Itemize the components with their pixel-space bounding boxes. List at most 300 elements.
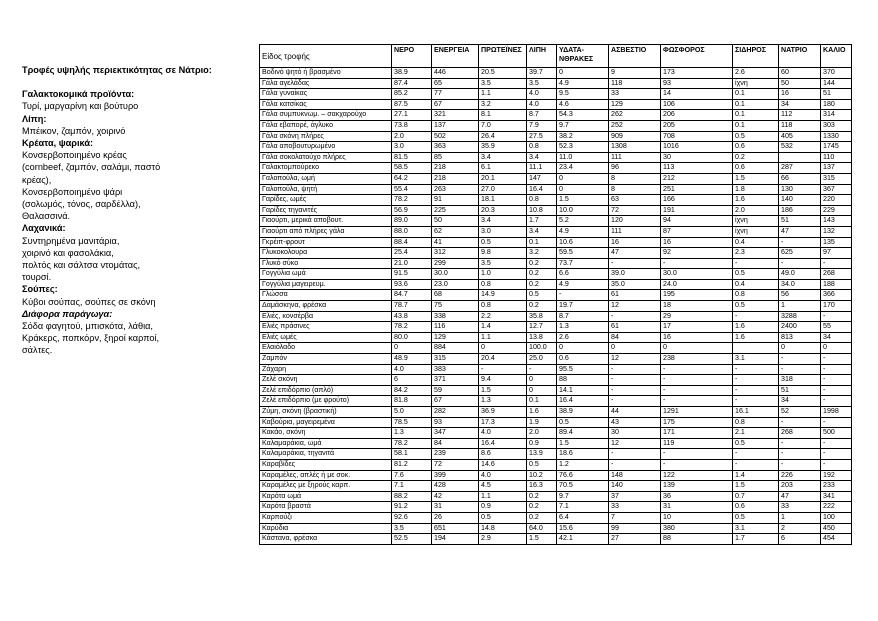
nutrient-cell: 56 — [779, 290, 821, 301]
table-row — [260, 290, 852, 301]
nutrient-cell: 8 — [609, 173, 661, 184]
nutrient-cell: 7.1 — [392, 481, 432, 492]
header-energy: ΕΝΕΡΓΕΙΑ — [432, 45, 479, 68]
nutrient-cell: 81.2 — [392, 459, 432, 470]
nutrient-cell: 371 — [432, 375, 479, 386]
food-name-cell: Ελιές πράσινες — [260, 322, 392, 333]
nutrient-cell: 9.7 — [557, 491, 609, 502]
nutrient-cell: 171 — [661, 428, 733, 439]
table-row — [260, 184, 852, 195]
nutrient-cell: 78.5 — [392, 417, 432, 428]
nutrient-cell: 0.9 — [527, 438, 557, 449]
nutrient-cell: 84.2 — [392, 385, 432, 396]
nutrient-cell: - — [733, 385, 779, 396]
nutrient-cell: 0.1 — [733, 120, 779, 131]
nutrient-cell: 4.9 — [557, 78, 609, 89]
food-name-cell: Ζελέ επιδόρπιο (με φρούτο) — [260, 396, 392, 407]
nutrient-cell: 75 — [432, 301, 479, 312]
nutrient-cell: 34 — [779, 396, 821, 407]
food-name-cell: Γάλα γυναίκας — [260, 89, 392, 100]
nutrient-cell: 8 — [609, 184, 661, 195]
table-row — [260, 248, 852, 259]
food-name-cell: Δαμάσκηνα, φρέσκα — [260, 301, 392, 312]
header-calcium: ΑΣΒΕΣΤΙΟ — [609, 45, 661, 68]
section-line: (cornbeef, ζαμπόν, σαλάμι, παστό — [22, 162, 161, 173]
nutrient-cell: - — [527, 364, 557, 375]
nutrient-cell: - — [821, 311, 852, 322]
nutrient-cell: - — [779, 354, 821, 365]
food-name-cell: Γάλα αγελάδας — [260, 78, 392, 89]
nutrient-cell: 36.9 — [479, 407, 527, 418]
nutrient-cell: 43 — [609, 417, 661, 428]
nutrient-cell: 0 — [392, 343, 432, 354]
nutrient-cell: 81.5 — [392, 152, 432, 163]
nutrient-cell: 63 — [609, 195, 661, 206]
nutrient-cell: 78.7 — [392, 301, 432, 312]
nutrient-cell: 3.2 — [527, 248, 557, 259]
nutrient-cell: 1.2 — [557, 459, 609, 470]
nutrient-cell: 24.0 — [661, 279, 733, 290]
food-name-cell: Γογγύλια ωμά — [260, 269, 392, 280]
nutrient-cell: 1291 — [661, 407, 733, 418]
table-row — [260, 258, 852, 269]
table-row — [260, 311, 852, 322]
nutrient-cell: 212 — [661, 173, 733, 184]
nutrient-cell — [779, 152, 821, 163]
nutrient-cell: 9.4 — [479, 375, 527, 386]
nutrient-cell: 195 — [661, 290, 733, 301]
nutrient-cell: 0.5 — [733, 512, 779, 523]
nutrient-cell: 99 — [609, 523, 661, 534]
nutrient-cell: 220 — [821, 195, 852, 206]
food-name-cell: Καβούρια, μαγειρεμένα — [260, 417, 392, 428]
food-name-cell: Γαρίδες, ωμές — [260, 195, 392, 206]
nutrient-cell: 0.6 — [733, 163, 779, 174]
nutrient-cell: 14.9 — [479, 290, 527, 301]
nutrient-cell: 405 — [779, 131, 821, 142]
nutrient-cell: 129 — [432, 332, 479, 343]
nutrient-cell: 12 — [609, 301, 661, 312]
table-row — [260, 163, 852, 174]
nutrient-cell: 9 — [609, 68, 661, 79]
nutrient-cell: 58.5 — [392, 163, 432, 174]
table-row — [260, 195, 852, 206]
table-row — [260, 449, 852, 460]
nutrient-cell: 318 — [779, 375, 821, 386]
nutrient-cell: 96 — [609, 163, 661, 174]
header-water: ΝΕΡΟ — [392, 45, 432, 68]
food-name-cell: Καραμέλες, απλές ή με σοκ. — [260, 470, 392, 481]
nutrient-cell: 399 — [432, 470, 479, 481]
nutrient-cell: 38.9 — [557, 407, 609, 418]
nutrient-cell: - — [661, 396, 733, 407]
table-row — [260, 226, 852, 237]
nutrient-cell: 3.4 — [527, 152, 557, 163]
table-row — [260, 110, 852, 121]
nutrient-cell: - — [779, 417, 821, 428]
nutrient-cell: 625 — [779, 248, 821, 259]
nutrient-cell: - — [661, 364, 733, 375]
nutrient-cell: - — [733, 459, 779, 470]
sidebar-title: Τροφές υψηλής περιεκτικότητας σε Νάτριο: — [22, 65, 212, 75]
nutrient-cell: 6 — [392, 375, 432, 386]
nutrient-cell: 0.5 — [557, 417, 609, 428]
nutrient-cell: 30.0 — [661, 269, 733, 280]
nutrient-cell: 0.5 — [733, 301, 779, 312]
nutrient-cell: 239 — [432, 449, 479, 460]
table-row — [260, 534, 852, 545]
nutrient-cell: 148 — [609, 470, 661, 481]
nutrient-cell: ίχνη — [733, 216, 779, 227]
nutrient-cell: 73.8 — [392, 120, 432, 131]
nutrient-cell: 884 — [432, 343, 479, 354]
food-name-cell: Γκρέιπ-φρουτ — [260, 237, 392, 248]
nutrient-cell: 203 — [779, 481, 821, 492]
nutrient-cell: 65 — [432, 78, 479, 89]
nutrient-cell: 31 — [432, 502, 479, 513]
section-line: Κράκερς, ποπκόρν, ξηροί καρποί, — [22, 333, 160, 344]
nutrient-cell: 0.6 — [733, 142, 779, 153]
nutrient-cell: 18.6 — [557, 449, 609, 460]
nutrient-cell: 813 — [779, 332, 821, 343]
nutrient-cell: 87.4 — [392, 78, 432, 89]
nutrient-cell: 4.0 — [479, 470, 527, 481]
nutrient-cell: 347 — [432, 428, 479, 439]
table-row — [260, 396, 852, 407]
nutrient-cell: 0.5 — [527, 290, 557, 301]
nutrient-cell: 2.2 — [479, 311, 527, 322]
nutrient-cell: - — [821, 258, 852, 269]
nutrient-cell: - — [779, 438, 821, 449]
nutrient-cell: 31 — [661, 502, 733, 513]
nutrient-cell: 1.7 — [733, 534, 779, 545]
table-row — [260, 354, 852, 365]
nutrient-cell: 59 — [432, 385, 479, 396]
nutrient-cell: 42.1 — [557, 534, 609, 545]
nutrient-cell: ίχνη — [733, 226, 779, 237]
nutrient-cell: 2.9 — [479, 534, 527, 545]
nutrient-cell: 14.1 — [557, 385, 609, 396]
nutrient-cell: 1 — [779, 512, 821, 523]
nutrient-cell: 21.0 — [392, 258, 432, 269]
nutrient-cell: 532 — [779, 142, 821, 153]
nutrient-cell: 5.0 — [392, 407, 432, 418]
nutrient-cell: 3.4 — [527, 226, 557, 237]
nutrient-cell: 370 — [821, 68, 852, 79]
nutrient-cell: 111 — [609, 152, 661, 163]
nutrient-cell: 55.4 — [392, 184, 432, 195]
nutrient-cell: 12.7 — [527, 322, 557, 333]
nutrient-cell: 88 — [661, 534, 733, 545]
nutrient-cell: 84 — [432, 438, 479, 449]
nutrient-cell: - — [661, 459, 733, 470]
nutrient-cell: 38.9 — [392, 68, 432, 79]
nutrient-cell: 54.3 — [557, 110, 609, 121]
nutrient-cell: 16 — [661, 332, 733, 343]
nutrient-cell: 0.5 — [527, 459, 557, 470]
nutrient-cell: 0.2 — [527, 512, 557, 523]
nutrient-cell: 73.7 — [557, 258, 609, 269]
header-carbohydrates: ΥΔΑΤΑ-ΝΘΡΑΚΕΣ — [557, 45, 609, 68]
nutrient-cell: 8.6 — [479, 449, 527, 460]
nutrient-cell: 118 — [779, 120, 821, 131]
nutrient-cell: 175 — [661, 417, 733, 428]
nutrient-cell: 10.6 — [557, 237, 609, 248]
nutrient-cell: 367 — [821, 184, 852, 195]
nutrient-cell: ίχνη — [733, 78, 779, 89]
nutrient-cell: 100 — [821, 512, 852, 523]
nutrient-cell: 52 — [779, 407, 821, 418]
nutrient-cell: 8.7 — [557, 311, 609, 322]
nutrient-cell: - — [779, 237, 821, 248]
nutrient-cell: 0.2 — [527, 491, 557, 502]
nutrient-cell: 94 — [661, 216, 733, 227]
nutrition-table-container — [259, 44, 851, 545]
nutrient-cell: 12 — [609, 438, 661, 449]
nutrient-cell: 218 — [432, 163, 479, 174]
nutrient-cell: 18.1 — [479, 195, 527, 206]
nutrient-cell: 1.9 — [527, 417, 557, 428]
nutrient-cell: 7.6 — [392, 470, 432, 481]
section-line: Μπέικον, ζαμπόν, χοιρινό — [22, 125, 126, 136]
nutrient-cell: 363 — [432, 142, 479, 153]
nutrient-cell: 3.4 — [479, 216, 527, 227]
nutrient-cell: 4.0 — [527, 89, 557, 100]
food-name-cell: Γάλα σοκολατούχο πλήρες — [260, 152, 392, 163]
nutrient-cell: 1.4 — [479, 322, 527, 333]
nutrient-cell: 6.4 — [557, 512, 609, 523]
nutrient-cell: 2.0 — [527, 428, 557, 439]
nutrient-cell: 34 — [821, 332, 852, 343]
section-heading: Γαλακτοκομικά προϊόντα: — [22, 89, 135, 100]
nutrient-cell: - — [733, 311, 779, 322]
header-row — [260, 45, 852, 68]
nutrient-cell: 0.5 — [733, 438, 779, 449]
nutrient-cell: 1.0 — [479, 269, 527, 280]
food-name-cell: Γαλοπούλα, ωμή — [260, 173, 392, 184]
nutrient-cell: 15.6 — [557, 523, 609, 534]
section-heading: Διάφορα παράγωγα: — [22, 308, 113, 319]
table-row — [260, 470, 852, 481]
food-name-cell: Κάστανα, φρέσκα — [260, 534, 392, 545]
nutrient-cell: 13.8 — [527, 332, 557, 343]
section-line: Κονσερβοποιημένο κρέας — [22, 150, 127, 161]
nutrient-cell: 170 — [821, 301, 852, 312]
nutrient-cell: 0 — [527, 375, 557, 386]
food-name-cell: Γάλα κατσίκας — [260, 99, 392, 110]
nutrient-cell: 312 — [432, 248, 479, 259]
nutrient-cell: 89.4 — [557, 428, 609, 439]
nutrient-cell: 61 — [609, 322, 661, 333]
header-food: Είδος τροφής — [260, 45, 392, 68]
nutrient-cell: 93 — [661, 78, 733, 89]
nutrient-cell: 43.8 — [392, 311, 432, 322]
nutrient-cell: 10.8 — [527, 205, 557, 216]
table-row — [260, 301, 852, 312]
section-line: Κονσερβοποιημένο ψάρι — [22, 186, 123, 197]
nutrient-cell: 1.5 — [557, 438, 609, 449]
table-row — [260, 428, 852, 439]
nutrient-cell: 129 — [609, 99, 661, 110]
nutrient-cell: 67 — [432, 396, 479, 407]
nutrient-cell: 20.3 — [479, 205, 527, 216]
nutrient-cell: 3.1 — [733, 354, 779, 365]
nutrient-cell: 380 — [661, 523, 733, 534]
nutrient-cell: 186 — [779, 205, 821, 216]
nutrient-cell: - — [661, 385, 733, 396]
food-name-cell: Καρότα βραστά — [260, 502, 392, 513]
nutrient-cell: 0.8 — [479, 279, 527, 290]
nutrient-cell: - — [821, 375, 852, 386]
nutrient-cell: 651 — [432, 523, 479, 534]
food-name-cell: Ζύμη, σκόνη (βραστική) — [260, 407, 392, 418]
nutrient-cell: 1016 — [661, 142, 733, 153]
table-row — [260, 78, 852, 89]
nutrient-cell: 30 — [661, 152, 733, 163]
nutrient-cell: 262 — [609, 110, 661, 121]
nutrient-cell: 18 — [661, 301, 733, 312]
nutrition-table — [259, 44, 852, 545]
nutrient-cell: 338 — [432, 311, 479, 322]
nutrient-cell: 85 — [432, 152, 479, 163]
nutrient-cell: 180 — [821, 99, 852, 110]
nutrient-cell: 321 — [432, 110, 479, 121]
nutrient-cell: 16 — [609, 237, 661, 248]
nutrient-cell: - — [733, 396, 779, 407]
table-row — [260, 364, 852, 375]
nutrient-cell: 0 — [779, 343, 821, 354]
nutrient-cell: - — [779, 258, 821, 269]
nutrient-cell: 1.5 — [479, 385, 527, 396]
nutrient-cell: 33 — [609, 89, 661, 100]
nutrient-cell: 88 — [557, 375, 609, 386]
nutrient-cell: 100.0 — [527, 343, 557, 354]
nutrient-cell: 1.5 — [733, 173, 779, 184]
nutrient-cell: 84 — [609, 332, 661, 343]
food-name-cell: Γάλα συμπυκνωμ. – σακχαρούχο — [260, 110, 392, 121]
nutrient-cell: 233 — [821, 481, 852, 492]
nutrient-cell: 72 — [432, 459, 479, 470]
nutrient-cell: 112 — [779, 110, 821, 121]
nutrient-cell: 17 — [661, 322, 733, 333]
nutrient-cell: 1.1 — [479, 332, 527, 343]
nutrient-cell: - — [661, 258, 733, 269]
nutrient-cell: 1.3 — [557, 322, 609, 333]
nutrient-cell: - — [609, 364, 661, 375]
nutrient-cell: 110 — [821, 152, 852, 163]
nutrient-cell: 9.7 — [557, 120, 609, 131]
nutrient-cell: 2.3 — [733, 248, 779, 259]
nutrient-cell: 140 — [779, 195, 821, 206]
nutrient-cell: 27.0 — [479, 184, 527, 195]
nutrient-cell: 0.8 — [479, 301, 527, 312]
food-name-cell: Γλυκοκολουρα — [260, 248, 392, 259]
nutrient-cell: 91.2 — [392, 502, 432, 513]
nutrient-cell: 67 — [432, 99, 479, 110]
nutrient-cell: - — [821, 449, 852, 460]
nutrient-cell: - — [733, 258, 779, 269]
food-name-cell: Ελαιόλαδο — [260, 343, 392, 354]
nutrient-cell: 52.5 — [392, 534, 432, 545]
table-row — [260, 237, 852, 248]
nutrient-cell: 23.4 — [557, 163, 609, 174]
nutrient-cell: 11.1 — [527, 163, 557, 174]
food-name-cell: Γλώσσα — [260, 290, 392, 301]
nutrient-cell: 60 — [779, 68, 821, 79]
nutrient-cell: - — [609, 311, 661, 322]
sidebar-sections — [22, 88, 244, 356]
nutrient-cell: 229 — [821, 205, 852, 216]
table-row — [260, 502, 852, 513]
nutrient-cell: 2.0 — [733, 205, 779, 216]
nutrient-cell: 39.0 — [609, 269, 661, 280]
nutrient-cell: 1.6 — [527, 407, 557, 418]
nutrient-cell: 0 — [821, 343, 852, 354]
table-row — [260, 438, 852, 449]
nutrient-cell: 1.5 — [557, 195, 609, 206]
nutrient-cell: 0.4 — [733, 237, 779, 248]
nutrient-cell: 88.2 — [392, 491, 432, 502]
nutrient-cell: 78.2 — [392, 322, 432, 333]
nutrient-cell: 87.5 — [392, 99, 432, 110]
nutrient-cell: 70.5 — [557, 481, 609, 492]
nutrient-cell: 20.1 — [479, 173, 527, 184]
nutrient-cell: 47 — [779, 491, 821, 502]
nutrient-cell: 222 — [821, 502, 852, 513]
nutrient-cell: 3.5 — [479, 78, 527, 89]
nutrient-cell: 34.0 — [779, 279, 821, 290]
nutrient-cell: 1.8 — [733, 184, 779, 195]
nutrient-cell: 50 — [779, 78, 821, 89]
nutrient-cell: 16.4 — [557, 396, 609, 407]
nutrient-cell: 3.5 — [479, 258, 527, 269]
section-line: χοιρινό και φασολάκια, — [22, 247, 114, 258]
table-row — [260, 375, 852, 386]
nutrient-cell: 3.2 — [479, 99, 527, 110]
nutrient-cell: 29 — [661, 311, 733, 322]
nutrient-cell: 4.9 — [557, 226, 609, 237]
nutrient-cell: 51 — [779, 216, 821, 227]
nutrient-cell: - — [661, 449, 733, 460]
nutrient-cell: 0.8 — [527, 195, 557, 206]
nutrient-cell: 1.3 — [479, 396, 527, 407]
nutrient-cell: 6 — [779, 534, 821, 545]
nutrient-cell: 9.8 — [479, 248, 527, 259]
nutrient-cell: 218 — [432, 173, 479, 184]
table-row — [260, 89, 852, 100]
nutrient-cell: 315 — [821, 173, 852, 184]
nutrient-cell: 137 — [432, 120, 479, 131]
header-fat: ΛΙΠΗ — [527, 45, 557, 68]
nutrient-cell: 188 — [821, 279, 852, 290]
nutrient-cell: 84.7 — [392, 290, 432, 301]
nutrient-cell: 39.7 — [527, 68, 557, 79]
nutrient-cell: 3.5 — [527, 78, 557, 89]
nutrient-cell: 6.1 — [479, 163, 527, 174]
table-row — [260, 332, 852, 343]
nutrient-cell: 64.0 — [527, 523, 557, 534]
table-row — [260, 407, 852, 418]
nutrient-cell: 1330 — [821, 131, 852, 142]
nutrient-cell: 19.7 — [557, 301, 609, 312]
nutrient-cell: 1745 — [821, 142, 852, 153]
nutrient-cell: 5.2 — [557, 216, 609, 227]
food-name-cell: Ελιές, κονσέρβα — [260, 311, 392, 322]
nutrient-cell: 35.9 — [479, 142, 527, 153]
nutrient-cell: 0.1 — [527, 237, 557, 248]
nutrient-cell: 502 — [432, 131, 479, 142]
nutrient-cell: 55 — [821, 322, 852, 333]
